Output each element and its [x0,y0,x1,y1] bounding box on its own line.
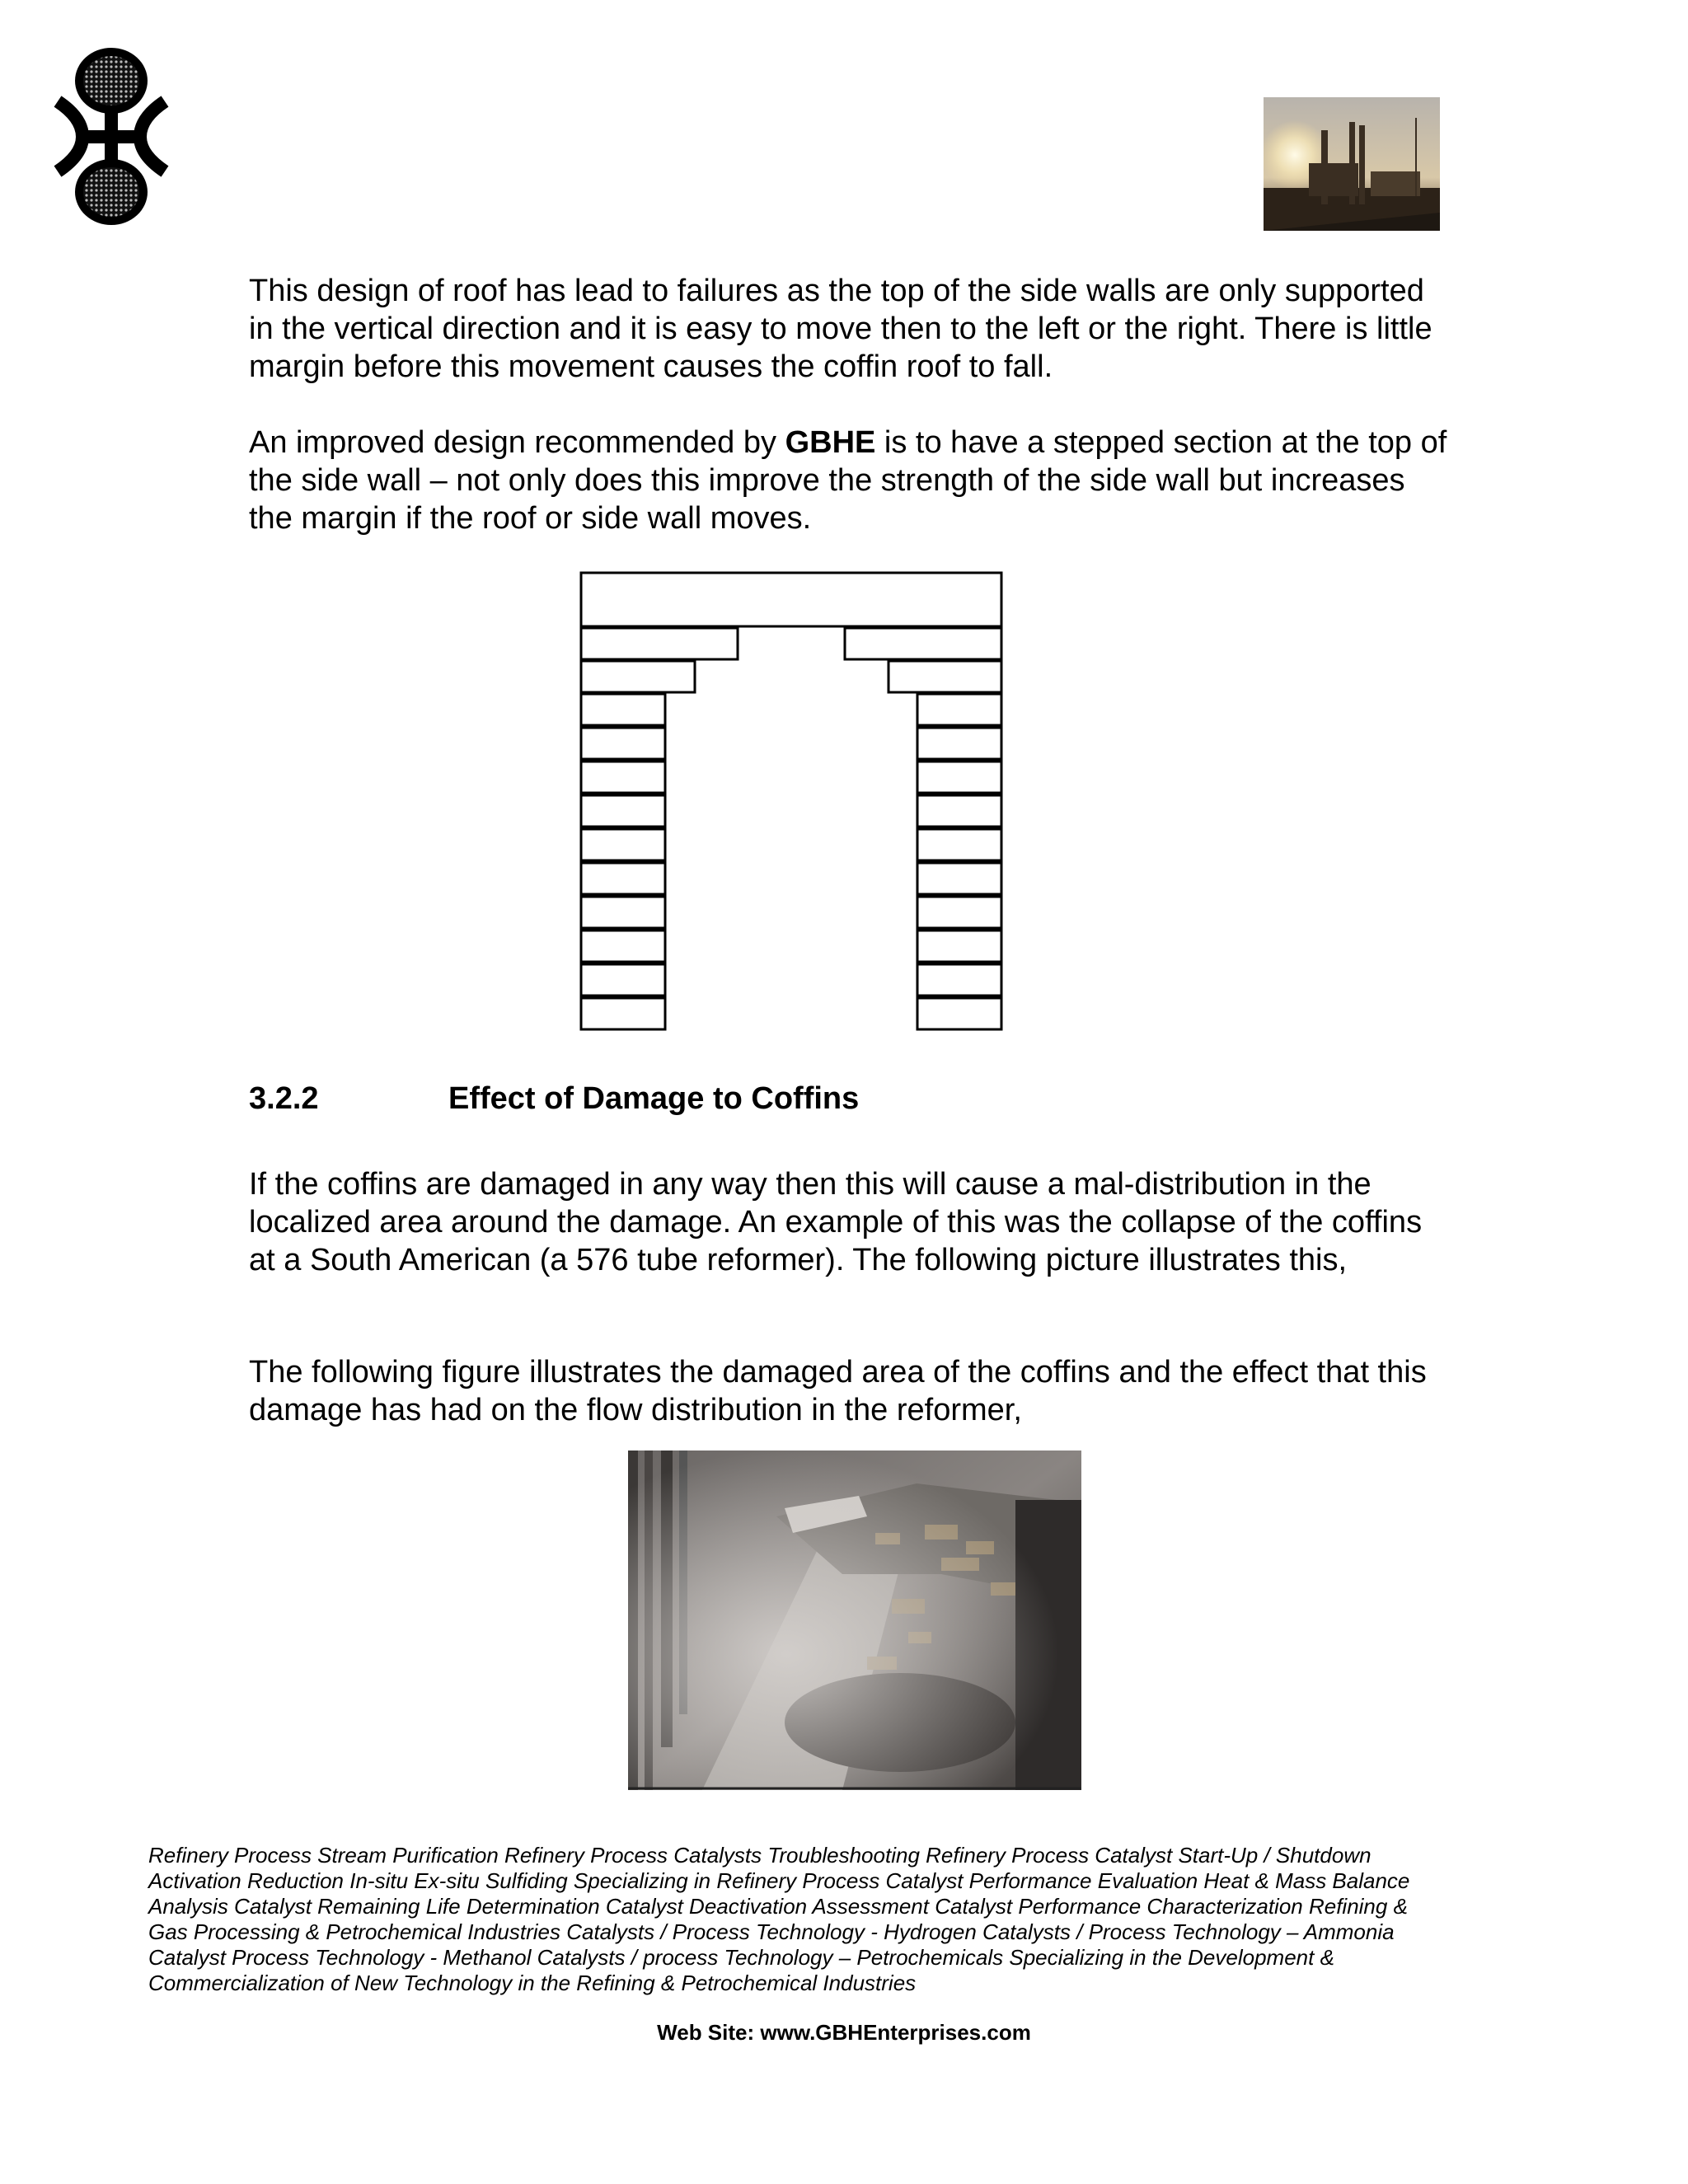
company-name: GBHE [785,425,876,460]
left-step-lower [581,661,695,692]
left-wall-bricks [581,694,665,1029]
roof-slab [581,573,1001,626]
paragraph-figure-intro: The following figure illustrates the damaged area of the coffins and the effect that this damage has had on the flow distribution in the reformer, [249,1355,1427,1427]
company-logo [49,40,173,233]
right-step-upper [845,628,1001,659]
right-wall-bricks [917,694,1001,1029]
refinery-sunset-photo [1264,97,1440,231]
section-title: Effect of Damage to Coffins [448,1081,860,1116]
paragraph-roof-failure: This design of roof has lead to failures as the top of the side walls are only supported in the vertical direction and it is easy to move then to the left or the right. There is little margin before this movement causes the coffin roof to fall. [249,274,1432,384]
section-number: 3.2.2 [249,1081,319,1116]
website-link[interactable]: Web Site: www.GBHEnterprises.com [657,2020,1031,2045]
stepped-coffin-wall-diagram [577,569,1006,1047]
left-step-upper [581,628,738,659]
right-step-lower [889,661,1001,692]
paragraph-text: is to have a stepped section at the top of the side wall – not only does this improve the strength of the side wall but increases the margin if the roof or side wall moves. [249,425,1447,536]
paragraph-text: An improved design recommended by [249,425,785,460]
damaged-coffins-photo [628,1451,1081,1790]
paragraph-damage-effect: If the coffins are damaged in any way then this will cause a mal-distribution in the localized area around the damage. An example of this was the collapse of the coffins at a South American (a 576 tube reformer). The following picture illustrates this, [249,1167,1423,1277]
footer-services-text: Refinery Process Stream Purification Refinery Process Catalysts Troubleshooting Refinery Process Catalyst Start-Up / Shutdown Activation Reduction In-situ Ex-situ Sulfiding Specializing in Refinery Process Catalyst Performance Evaluation Heat & Mass Balance Analysis Catalyst Remaining Life Determination Catalyst Deactivation Assessment Catalyst Performance Characterization Refining & Gas Processing & Petrochemical Industries Catalysts / Process Technology - Hydrogen Catalysts / Process Technology – Ammonia Catalyst Process Technology - Methanol Catalysts / process Technology – Petrochemicals Specializing in the Development & Commercialization of New Technology in the Refining & Petrochemical Industries [148,1843,1410,1995]
paragraph-improved-design [249,424,1452,537]
